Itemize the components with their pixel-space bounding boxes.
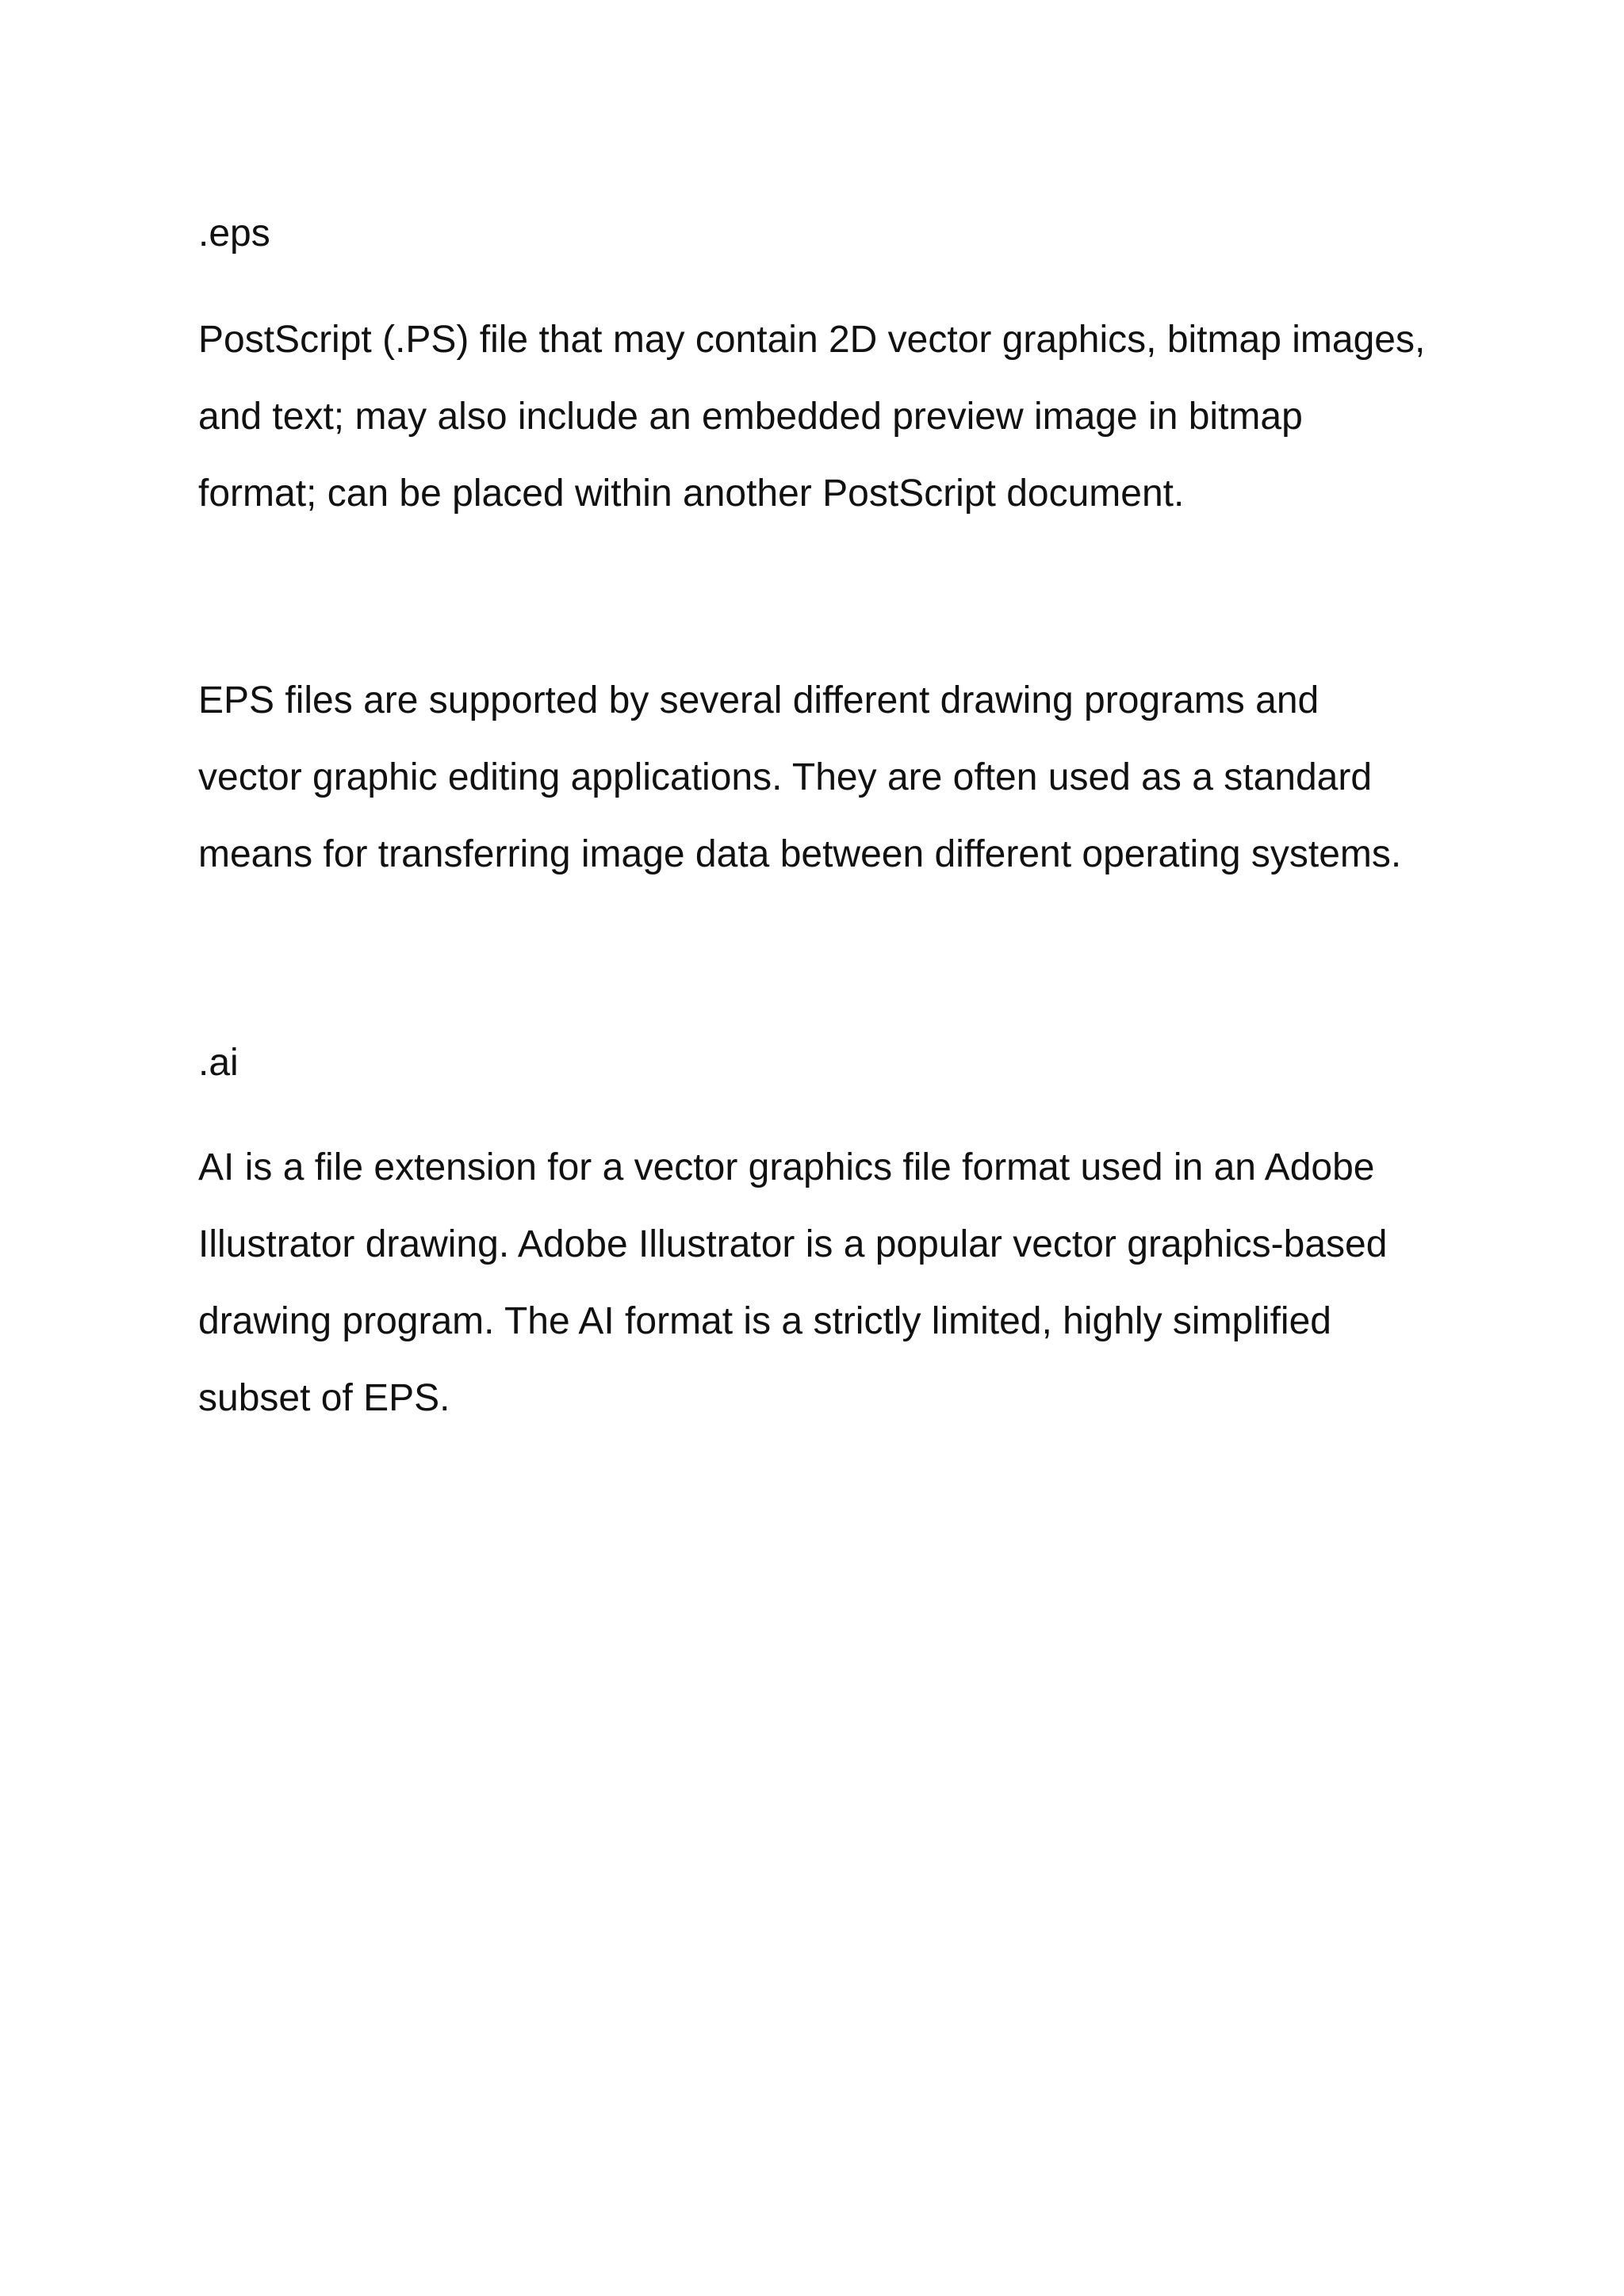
text-line: EPS files are supported by several different drawing programs and — [198, 679, 1320, 721]
paragraph-ai-definition — [198, 1129, 1515, 1437]
text-line: vector graphic editing applications. They are often used as a standard — [198, 756, 1373, 798]
text-line: means for transferring image data between different operating systems. — [198, 833, 1402, 875]
section-heading-eps: .eps — [198, 212, 270, 254]
text-line: subset of EPS. — [198, 1377, 450, 1419]
text-line: format; can be placed within another PostScript document. — [198, 473, 1185, 515]
text-line: PostScript (.PS) file that may contain 2D vector graphics, bitmap images, — [198, 319, 1426, 361]
text-line: AI is a file extension for a vector graphics file format used in an Adobe — [198, 1146, 1375, 1188]
text-line: and text; may also include an embedded preview image in bitmap — [198, 396, 1303, 438]
paragraph-eps-usage — [198, 662, 1515, 893]
section-heading-ai: .ai — [198, 1042, 239, 1084]
paragraph-eps-definition — [198, 301, 1515, 532]
text-line: Illustrator drawing. Adobe Illustrator is a popular vector graphics-based — [198, 1223, 1388, 1265]
text-line: drawing program. The AI format is a strictly limited, highly simplified — [198, 1300, 1331, 1342]
